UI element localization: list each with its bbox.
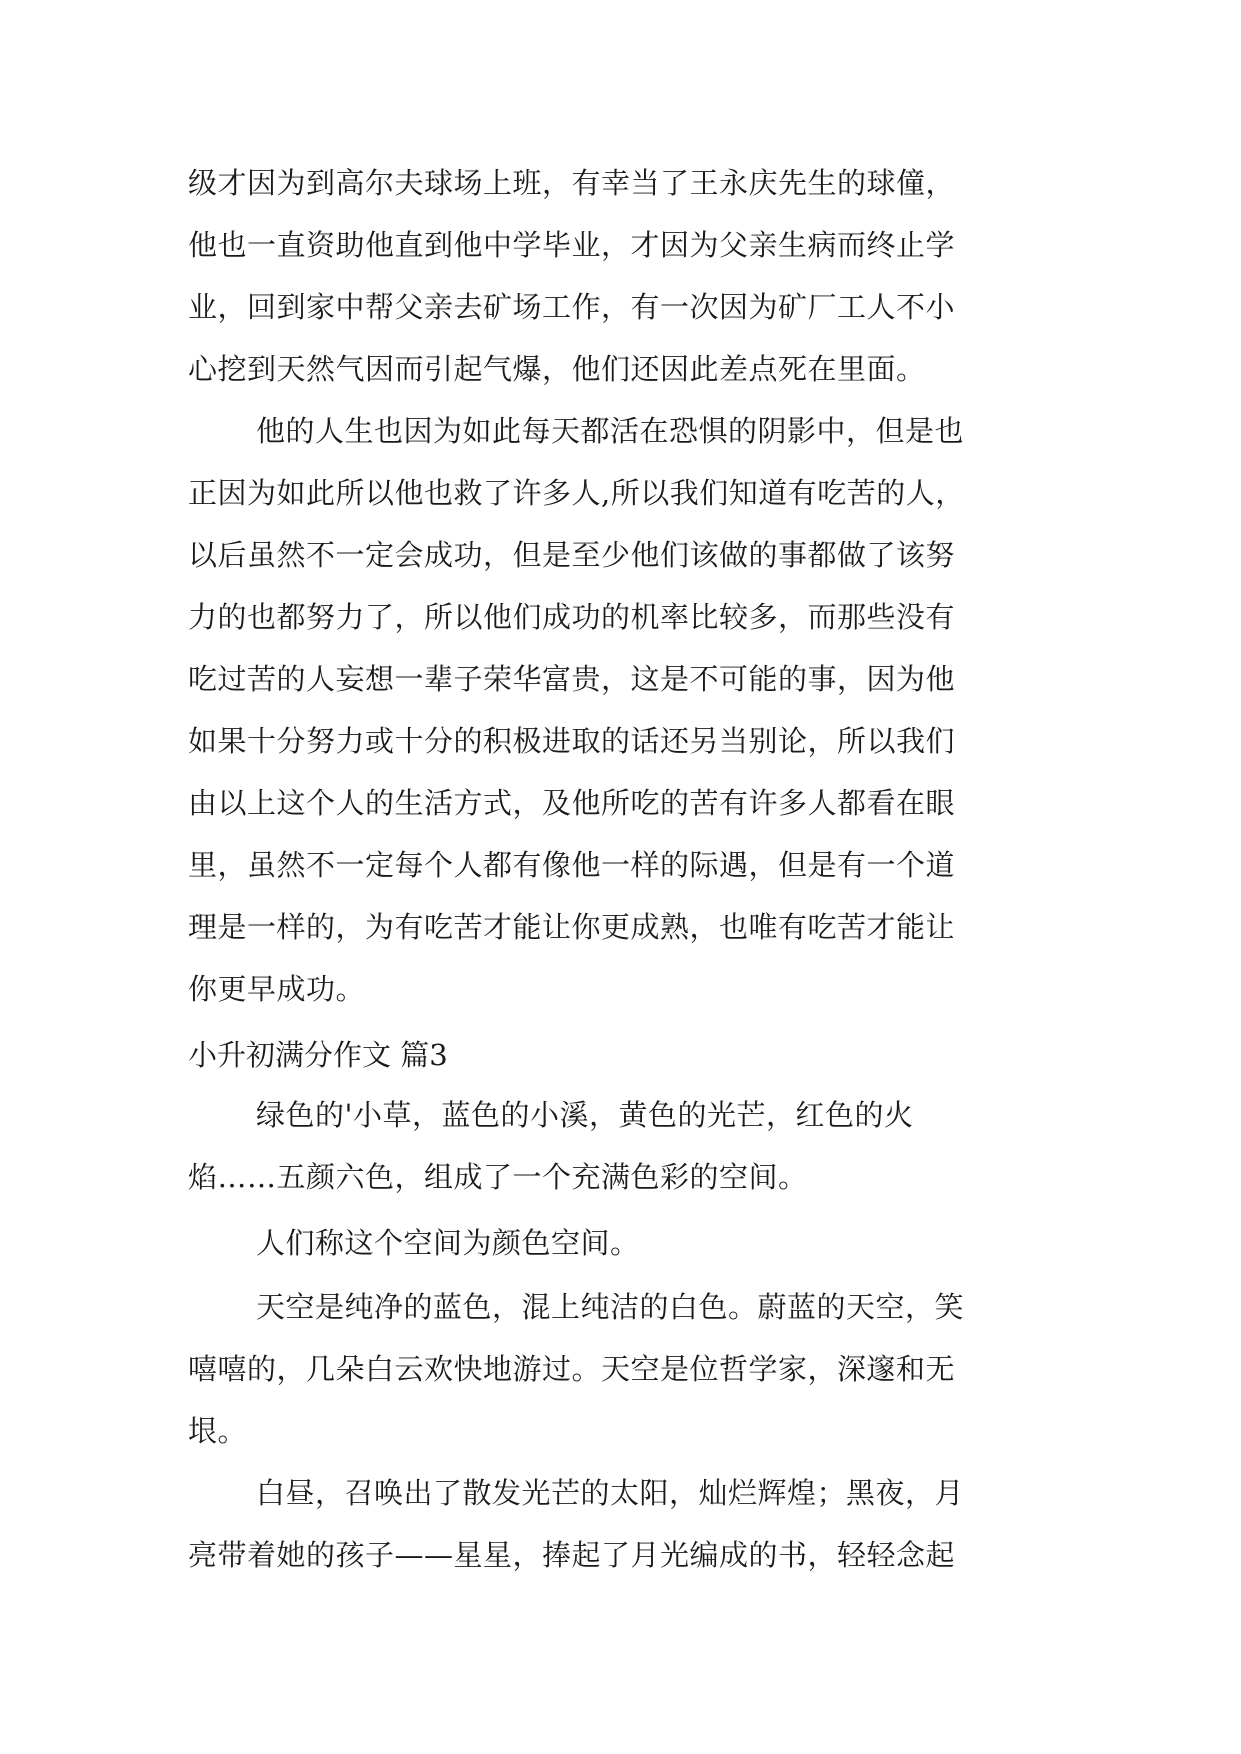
text-line: 垠。: [188, 1414, 248, 1448]
text-line: 他也一直资助他直到他中学毕业，才因为父亲生病而终止学: [188, 228, 956, 262]
text-line: 人们称这个空间为颜色空间。: [256, 1226, 640, 1260]
text-line: 绿色的'小草，蓝色的小溪，黄色的光芒，红色的火: [256, 1098, 914, 1132]
text-line: 嘻嘻的，几朵白云欢快地游过。天空是位哲学家，深邃和无: [188, 1352, 956, 1386]
paragraph-day-night: [188, 1462, 1068, 1586]
text-line: 吃过苦的人妄想一辈子荣华富贵，这是不可能的事，因为他: [188, 662, 956, 696]
paragraph-colors: [188, 1084, 1068, 1208]
text-line: 他的人生也因为如此每天都活在恐惧的阴影中，但是也: [256, 414, 965, 448]
text-line: 理是一样的，为有吃苦才能让你更成熟，也唯有吃苦才能让: [188, 910, 956, 944]
essay-heading: [188, 1024, 1068, 1086]
paragraph-continued: [188, 152, 1068, 400]
paragraph-hardship: [188, 400, 1068, 1020]
text-line: 你更早成功。: [188, 972, 366, 1006]
section-title: 小升初满分作文 篇3: [188, 1038, 448, 1072]
text-line: 亮带着她的孩子——星星，捧起了月光编成的书，轻轻念起: [188, 1538, 956, 1572]
text-line: 焰……五颜六色，组成了一个充满色彩的空间。: [188, 1160, 808, 1194]
paragraph-color-space: [188, 1212, 1068, 1274]
text-line: 天空是纯净的蓝色，混上纯洁的白色。蔚蓝的天空，笑: [256, 1290, 965, 1324]
text-line: 心挖到天然气因而引起气爆，他们还因此差点死在里面。: [188, 352, 926, 386]
text-line: 以后虽然不一定会成功，但是至少他们该做的事都做了该努: [188, 538, 956, 572]
text-line: 白昼，召唤出了散发光芒的太阳，灿烂辉煌；黑夜，月: [256, 1476, 965, 1510]
paragraph-sky: [188, 1276, 1068, 1462]
text-line: 由以上这个人的生活方式，及他所吃的苦有许多人都看在眼: [188, 786, 956, 820]
text-line: 业，回到家中帮父亲去矿场工作，有一次因为矿厂工人不小: [188, 290, 956, 324]
text-line: 级才因为到高尔夫球场上班，有幸当了王永庆先生的球僮，: [188, 166, 956, 200]
text-line: 正因为如此所以他也救了许多人,所以我们知道有吃苦的人，: [188, 476, 965, 510]
text-line: 里，虽然不一定每个人都有像他一样的际遇，但是有一个道: [188, 848, 956, 882]
text-line: 如果十分努力或十分的积极进取的话还另当别论，所以我们: [188, 724, 956, 758]
text-line: 力的也都努力了，所以他们成功的机率比较多，而那些没有: [188, 600, 956, 634]
